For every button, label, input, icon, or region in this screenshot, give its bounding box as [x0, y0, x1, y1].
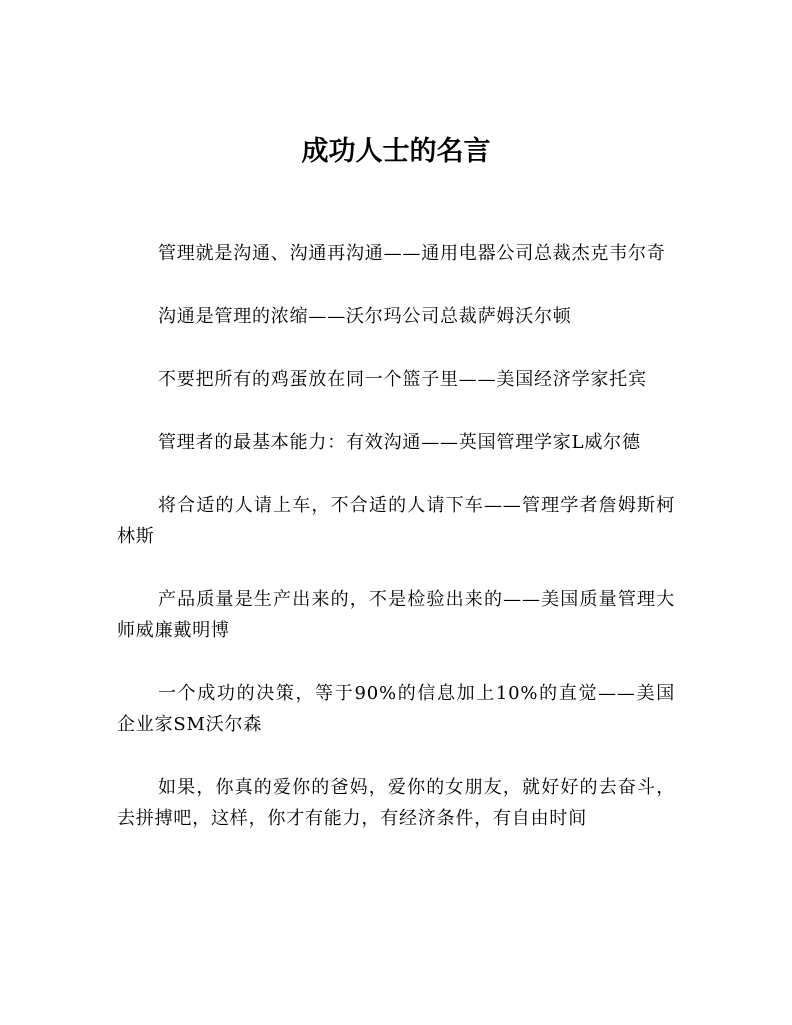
quote-paragraph: 产品质量是生产出来的，不是检验出来的——美国质量管理大师威廉戴明博 — [117, 589, 675, 641]
quote-paragraph: 将合适的人请上车，不合适的人请下车——管理学者詹姆斯柯林斯 — [117, 495, 675, 547]
quote-paragraph: 管理就是沟通、沟通再沟通——通用电器公司总裁杰克韦尔奇 — [158, 243, 666, 264]
quote-paragraph: 管理者的最基本能力：有效沟通——英国管理学家L威尔德 — [158, 432, 641, 453]
quote-paragraph: 一个成功的决策，等于90%的信息加上10%的直觉——美国企业家SM沃尔森 — [117, 683, 675, 735]
quote-paragraph: 不要把所有的鸡蛋放在同一个篮子里——美国经济学家托宾 — [158, 369, 647, 390]
quote-paragraph: 沟通是管理的浓缩——沃尔玛公司总裁萨姆沃尔顿 — [158, 306, 572, 327]
quote-paragraph: 如果，你真的爱你的爸妈，爱你的女朋友，就好好的去奋斗，去拼搏吧，这样，你才有能力，有经济条件，有自由时间 — [117, 777, 675, 829]
document-body — [117, 238, 675, 866]
document-title: 成功人士的名言 — [301, 136, 491, 167]
